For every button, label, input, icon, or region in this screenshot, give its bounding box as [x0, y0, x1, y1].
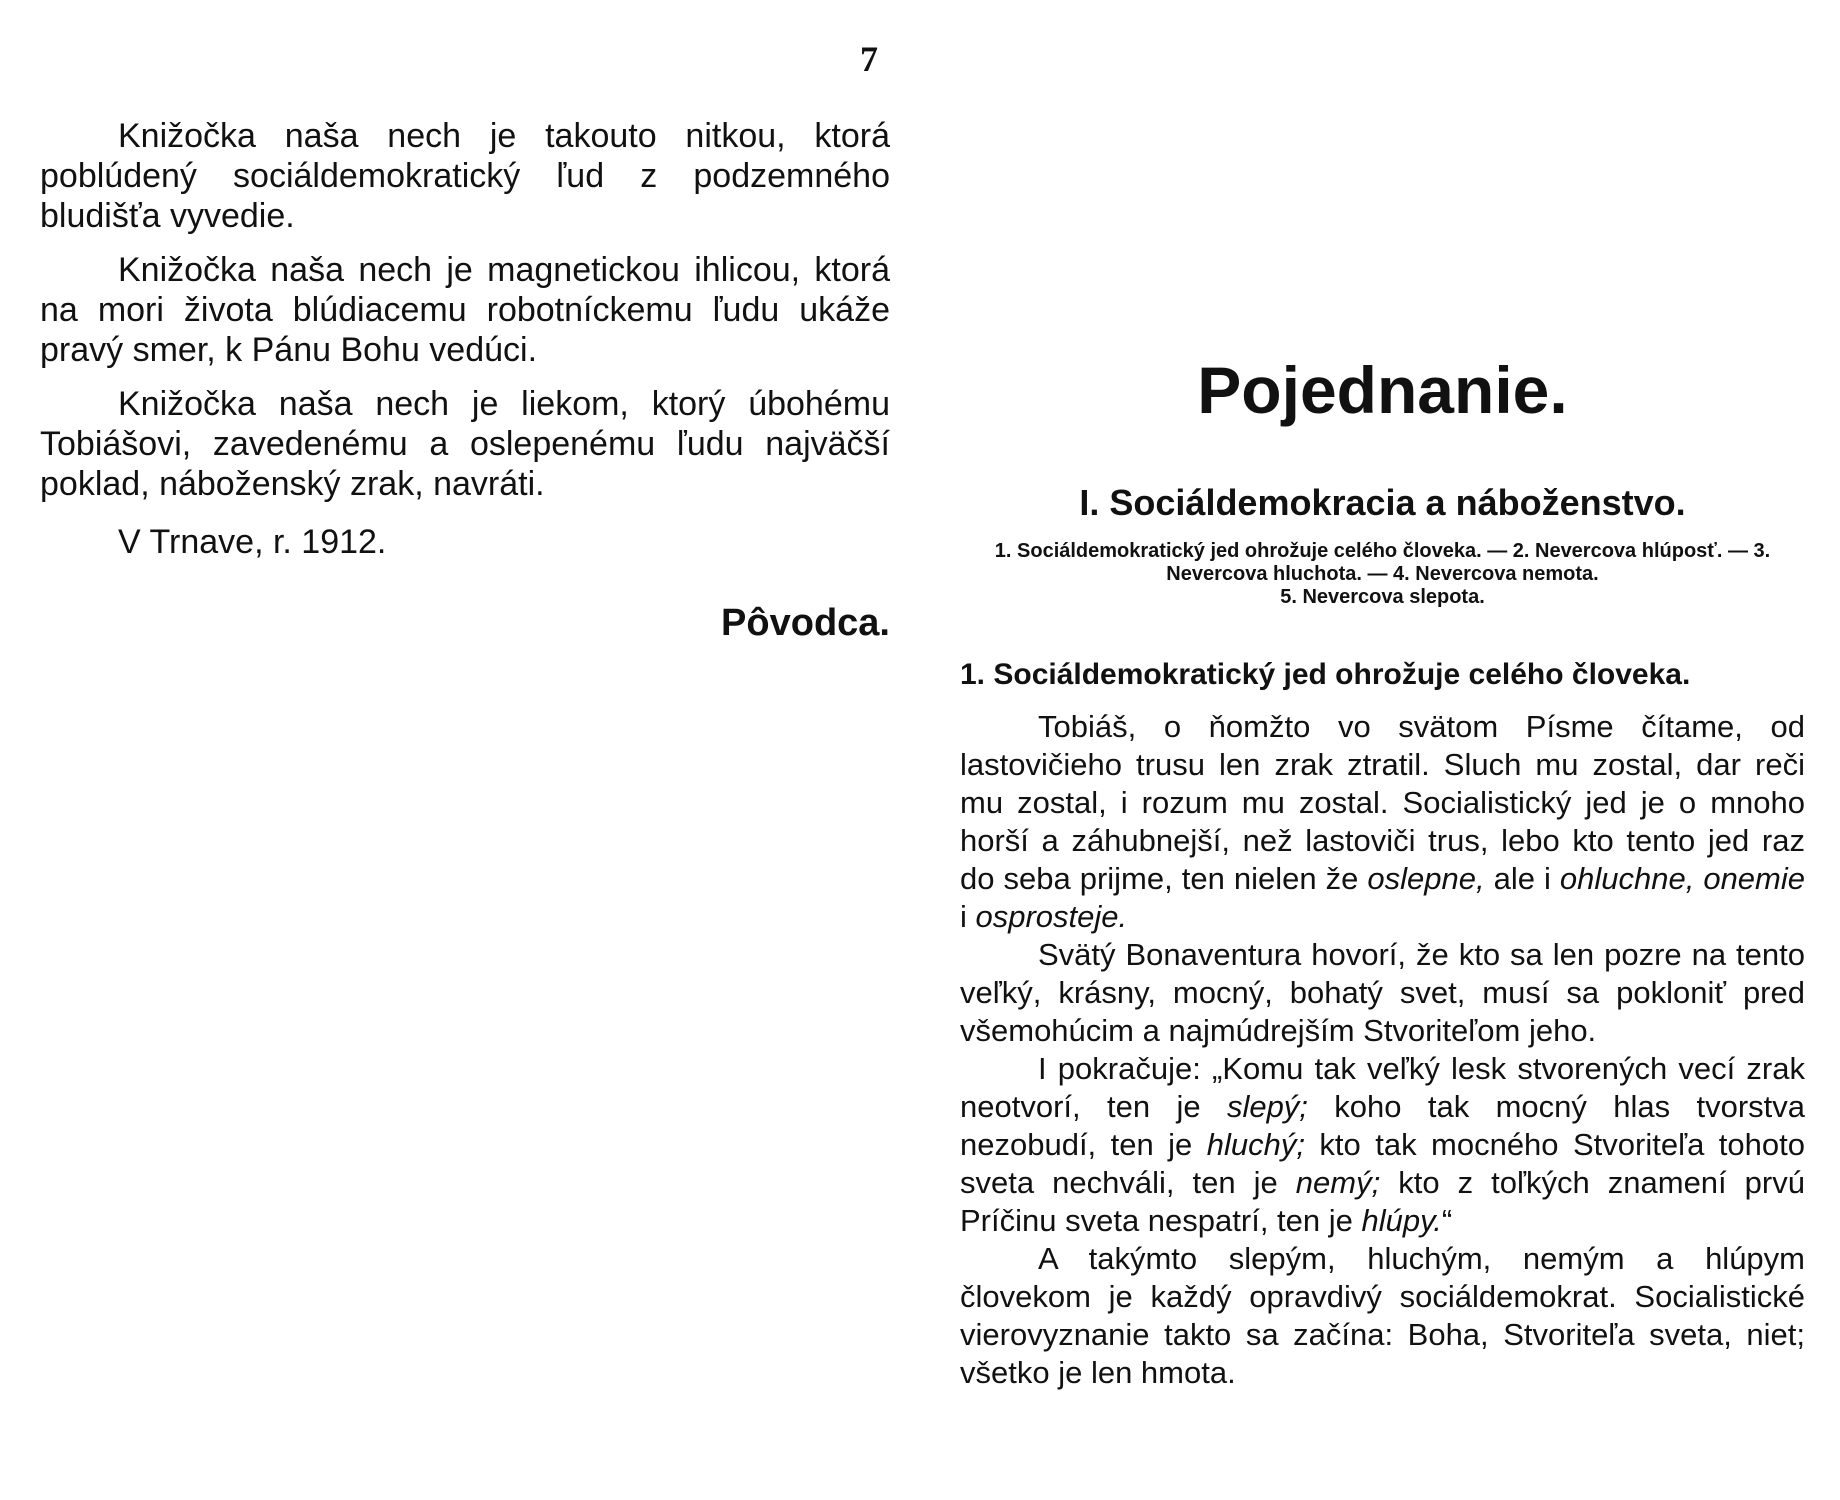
subsection-heading: 1. Sociáldemokratický jed ohrožuje celého človeka.: [960, 658, 1691, 691]
paragraph: Knižočka naša nech je liekom, ktorý úbohému Tobiášovi, zavedenému a oslepenému ľudu najväčší poklad, náboženský zrak, navráti.: [40, 385, 890, 503]
page-number: 7: [860, 39, 878, 79]
italic-text: hluchý;: [1206, 1127, 1305, 1162]
text-run: ale i: [1484, 861, 1560, 896]
paragraph: Knižočka naša nech je magnetickou ihlicou, ktorá na mori života blúdiacemu robotníckemu ľudu ukáže pravý smer, k Pánu Bohu vedúci.: [40, 251, 890, 369]
italic-text: hlúpy.: [1361, 1203, 1442, 1238]
section-heading: I. Sociáldemokracia a náboženstvo.: [1079, 482, 1686, 523]
author-signature: Pôvodca.: [721, 602, 890, 644]
left-page-body: [40, 116, 890, 645]
italic-text: ohluchne, onemie: [1559, 861, 1806, 896]
contents-line: 5. Nevercova slepota.: [1280, 586, 1485, 608]
paragraph: Svätý Bonaventura hovorí, že kto sa len pozre na tento veľký, krásny, mocný, bohatý svet, musí sa pokloniť pred všemohúcim a najmúdrejším Stvoriteľom jeho.: [960, 937, 1805, 1048]
text-run: Tobiáš, o ňomžto vo svätom Písme čítame, od lastovičieho trusu len zrak ztratil. Sluch mu zostal, dar reči mu zostal, i rozum mu zostal. Socialistický jed je o mnoho horší a záhubnejší, než lastoviči trus, lebo kto tento jed raz do seba prijme, ten nielen že: [960, 709, 1805, 896]
page-title: Pojednanie.: [1197, 353, 1568, 427]
text-run: I pokračuje: „Komu tak veľký lesk stvorených vecí zrak neotvorí, ten je: [960, 1051, 1805, 1124]
text-run: “: [1441, 1203, 1453, 1238]
italic-text: slepý;: [1226, 1089, 1308, 1124]
paragraph: [960, 1050, 1805, 1240]
chapter-contents: [960, 540, 1805, 609]
contents-line: 1. Sociáldemokratický jed ohrožuje celého človeka. — 2. Nevercova hlúposť. — 3. Nevercova hluchota. — 4. Nevercova nemota.: [994, 540, 1771, 585]
paragraph: A takýmto slepým, hluchým, nemým a hlúpym človekom je každý opravdivý sociáldemokrat. Socialistické vierovyznanie takto sa začína: Boha, Stvoriteľa sveta, niet; všetko je len hmota.: [960, 1241, 1805, 1390]
place-date: V Trnave, r. 1912.: [118, 523, 387, 561]
right-page-body: [960, 708, 1805, 1392]
paragraph: [960, 708, 1805, 936]
paragraph: Knižočka naša nech je takouto nitkou, ktorá poblúdený sociáldemokratický ľud z podzemného bludišťa vyvedie.: [40, 117, 890, 235]
text-run: kto tak mocného Stvoriteľa tohoto sveta nechváli, ten je: [960, 1127, 1805, 1200]
italic-text: oslepne,: [1367, 861, 1485, 896]
text-run: koho tak mocný hlas tvorstva nezobudí, ten je: [960, 1089, 1806, 1162]
text-run: i: [960, 899, 976, 934]
italic-text: nemý;: [1295, 1165, 1381, 1200]
text-run: kto z toľkých znamení prvú Príčinu sveta nespatrí, ten je: [960, 1165, 1805, 1238]
italic-text: osprosteje.: [975, 899, 1128, 934]
